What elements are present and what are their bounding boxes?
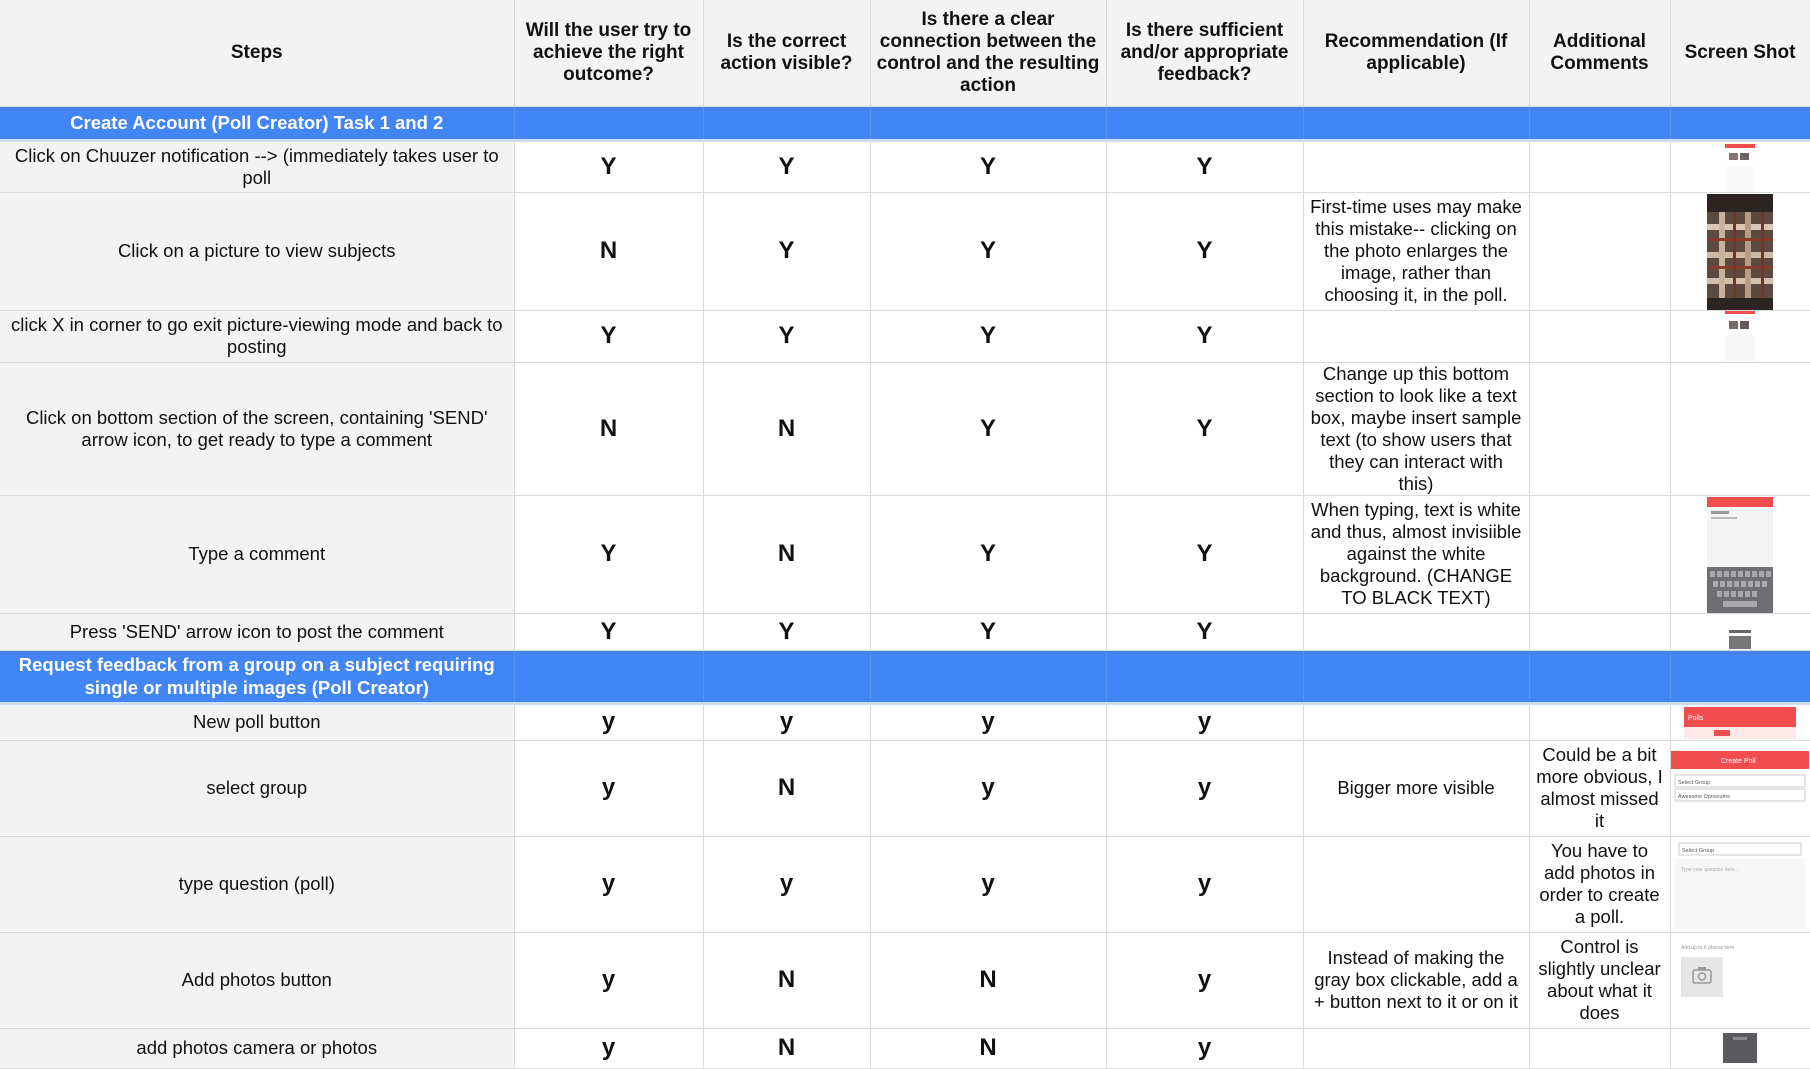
comments-cell[interactable]: [1529, 192, 1670, 310]
step-cell[interactable]: Click on a picture to view subjects: [0, 192, 514, 310]
table-row: [0, 140, 1810, 192]
visible-cell[interactable]: Y: [703, 140, 870, 192]
screenshot-cell[interactable]: [1670, 740, 1810, 836]
outcome-cell[interactable]: Y: [514, 140, 703, 192]
thumb-question-placeholder: Type your question here...: [1681, 866, 1739, 873]
screenshot-cell[interactable]: [1670, 140, 1810, 192]
screenshot-cell[interactable]: [1670, 703, 1810, 740]
plaid-photo-thumbnail: [1707, 194, 1773, 310]
section-row: [0, 650, 1810, 703]
table-row: [0, 740, 1810, 836]
visible-cell[interactable]: N: [703, 932, 870, 1028]
header-recommendation[interactable]: Recommendation (If applicable): [1303, 0, 1529, 106]
outcome-cell[interactable]: y: [514, 703, 703, 740]
recommendation-cell[interactable]: First-time uses may make this mistake-- clicking on the photo enlarges the image, rather than choosing it, in the poll.: [1303, 192, 1529, 310]
screenshot-cell[interactable]: [1670, 613, 1810, 650]
feedback-cell[interactable]: Y: [1106, 310, 1303, 362]
connection-cell[interactable]: Y: [870, 192, 1106, 310]
connection-cell[interactable]: Y: [870, 613, 1106, 650]
visible-cell[interactable]: Y: [703, 192, 870, 310]
thumb-polls-label: Polls: [1688, 714, 1704, 722]
comments-cell[interactable]: [1529, 495, 1670, 613]
thumb-select-group-label: Select Group: [1678, 779, 1711, 786]
feedback-cell[interactable]: Y: [1106, 140, 1303, 192]
screenshot-cell[interactable]: [1670, 192, 1810, 310]
feedback-cell[interactable]: Y: [1106, 495, 1303, 613]
connection-cell[interactable]: y: [870, 836, 1106, 932]
screenshot-cell[interactable]: [1670, 495, 1810, 613]
table-row: [0, 495, 1810, 613]
recommendation-cell[interactable]: [1303, 703, 1529, 740]
outcome-cell[interactable]: y: [514, 1028, 703, 1068]
outcome-cell[interactable]: y: [514, 740, 703, 836]
screenshot-cell[interactable]: [1670, 310, 1810, 362]
header-screenshot[interactable]: Screen Shot: [1670, 0, 1810, 106]
connection-cell[interactable]: Y: [870, 140, 1106, 192]
visible-cell[interactable]: y: [703, 836, 870, 932]
section-title[interactable]: Request feedback from a group on a subject requiring single or multiple images (Poll Creator): [0, 650, 514, 703]
step-cell[interactable]: New poll button: [0, 703, 514, 740]
outcome-cell[interactable]: y: [514, 836, 703, 932]
screenshot-thumbnail: [1725, 144, 1755, 192]
step-cell[interactable]: Press 'SEND' arrow icon to post the comment: [0, 613, 514, 650]
comments-cell[interactable]: [1529, 140, 1670, 192]
comments-cell[interactable]: Control is slightly unclear about what it does: [1529, 932, 1670, 1028]
connection-cell[interactable]: Y: [870, 362, 1106, 495]
screenshot-thumbnail: [1723, 1033, 1757, 1063]
header-outcome[interactable]: Will the user try to achieve the right outcome?: [514, 0, 703, 106]
thumb-create-poll-label: Create Poll: [1721, 757, 1756, 765]
visible-cell[interactable]: y: [703, 703, 870, 740]
outcome-cell[interactable]: Y: [514, 613, 703, 650]
connection-cell[interactable]: N: [870, 932, 1106, 1028]
outcome-cell[interactable]: N: [514, 362, 703, 495]
table-row: [0, 310, 1810, 362]
visible-cell[interactable]: N: [703, 495, 870, 613]
screenshot-thumbnail: [1729, 616, 1751, 649]
comments-cell[interactable]: [1529, 362, 1670, 495]
connection-cell[interactable]: Y: [870, 310, 1106, 362]
connection-cell[interactable]: N: [870, 1028, 1106, 1068]
recommendation-cell[interactable]: [1303, 310, 1529, 362]
step-cell[interactable]: Click on Chuuzer notification --> (immediately takes user to poll: [0, 140, 514, 192]
section-title[interactable]: Create Account (Poll Creator) Task 1 and 2: [0, 106, 514, 140]
step-cell[interactable]: add photos camera or photos: [0, 1028, 514, 1068]
table-row: [0, 362, 1810, 495]
header-row: [0, 0, 1810, 106]
step-cell[interactable]: Click on bottom section of the screen, containing 'SEND' arrow icon, to get ready to type a comment: [0, 362, 514, 495]
feedback-cell[interactable]: Y: [1106, 613, 1303, 650]
visible-cell[interactable]: Y: [703, 310, 870, 362]
question-screenshot-thumbnail: [1675, 839, 1805, 929]
recommendation-cell[interactable]: Instead of making the gray box clickable, add a + button next to it or on it: [1303, 932, 1529, 1028]
feedback-cell[interactable]: y: [1106, 740, 1303, 836]
feedback-cell[interactable]: y: [1106, 836, 1303, 932]
header-feedback[interactable]: Is there sufficient and/or appropriate feedback?: [1106, 0, 1303, 106]
feedback-cell[interactable]: y: [1106, 1028, 1303, 1068]
feedback-cell[interactable]: Y: [1106, 192, 1303, 310]
visible-cell[interactable]: Y: [703, 613, 870, 650]
comments-cell[interactable]: [1529, 310, 1670, 362]
step-cell[interactable]: Type a comment: [0, 495, 514, 613]
connection-cell[interactable]: y: [870, 740, 1106, 836]
section-row: [0, 106, 1810, 140]
keyboard-screenshot-thumbnail: [1707, 497, 1773, 613]
visible-cell[interactable]: N: [703, 740, 870, 836]
table-row: [0, 836, 1810, 932]
comments-cell[interactable]: [1529, 703, 1670, 740]
recommendation-cell[interactable]: When typing, text is white and thus, almost invisiible against the white background. (CHANGE TO BLACK TEXT): [1303, 495, 1529, 613]
thumb-add-photos-label: Add up to 6 photos here: [1681, 944, 1735, 951]
header-visible[interactable]: Is the correct action visible?: [703, 0, 870, 106]
table-row: [0, 1028, 1810, 1068]
step-cell[interactable]: select group: [0, 740, 514, 836]
comments-cell[interactable]: [1529, 1028, 1670, 1068]
step-cell[interactable]: type question (poll): [0, 836, 514, 932]
header-comments[interactable]: Additional Comments: [1529, 0, 1670, 106]
create-poll-screenshot-thumbnail: [1671, 751, 1809, 831]
recommendation-cell[interactable]: [1303, 140, 1529, 192]
outcome-cell[interactable]: N: [514, 192, 703, 310]
feedback-cell[interactable]: Y: [1106, 362, 1303, 495]
outcome-cell[interactable]: Y: [514, 310, 703, 362]
step-cell[interactable]: click X in corner to go exit picture-viewing mode and back to posting: [0, 310, 514, 362]
thumb-group-name-label: Awesome Opossums: [1678, 793, 1730, 800]
comments-cell[interactable]: You have to add photos in order to create a poll.: [1529, 836, 1670, 932]
visible-cell[interactable]: N: [703, 362, 870, 495]
screenshot-thumbnail: [1725, 311, 1755, 361]
screenshot-cell[interactable]: [1670, 836, 1810, 932]
screenshot-cell[interactable]: [1670, 932, 1810, 1028]
recommendation-cell[interactable]: Bigger more visible: [1303, 740, 1529, 836]
recommendation-cell[interactable]: Change up this bottom section to look like a text box, maybe insert sample text (to show users that they can interact with this): [1303, 362, 1529, 495]
step-cell[interactable]: Add photos button: [0, 932, 514, 1028]
table-row: [0, 703, 1810, 740]
screenshot-cell[interactable]: [1670, 362, 1810, 495]
recommendation-cell[interactable]: [1303, 836, 1529, 932]
screenshot-cell[interactable]: [1670, 1028, 1810, 1068]
recommendation-cell[interactable]: [1303, 1028, 1529, 1068]
feedback-cell[interactable]: y: [1106, 703, 1303, 740]
feedback-cell[interactable]: y: [1106, 932, 1303, 1028]
outcome-cell[interactable]: y: [514, 932, 703, 1028]
recommendation-cell[interactable]: [1303, 613, 1529, 650]
table-row: [0, 192, 1810, 310]
connection-cell[interactable]: y: [870, 703, 1106, 740]
table-row: [0, 932, 1810, 1028]
visible-cell[interactable]: N: [703, 1028, 870, 1068]
header-steps[interactable]: Steps: [0, 0, 514, 106]
add-photos-screenshot-thumbnail: [1675, 937, 1805, 1025]
header-connection[interactable]: Is there a clear connection between the control and the resulting action: [870, 0, 1106, 106]
connection-cell[interactable]: Y: [870, 495, 1106, 613]
comments-cell[interactable]: [1529, 613, 1670, 650]
polls-screenshot-thumbnail: [1684, 707, 1796, 739]
thumb-select-group-label: Select Group: [1682, 847, 1715, 854]
outcome-cell[interactable]: Y: [514, 495, 703, 613]
comments-cell[interactable]: Could be a bit more obvious, I almost missed it: [1529, 740, 1670, 836]
table-row: [0, 613, 1810, 650]
